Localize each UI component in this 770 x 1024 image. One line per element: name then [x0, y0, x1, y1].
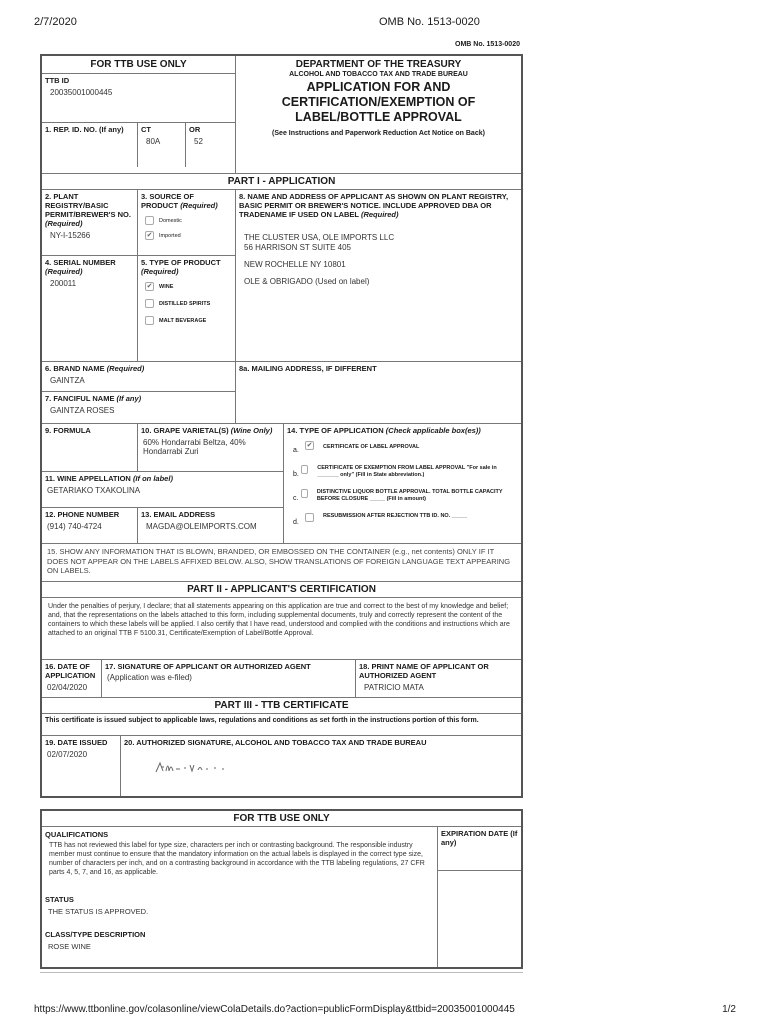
phone-label: 12. PHONE NUMBER	[45, 510, 120, 519]
formula-cell	[42, 424, 138, 471]
part1-title: PART I - APPLICATION	[42, 174, 521, 190]
qualifications-label: QUALIFICATIONS	[45, 830, 109, 839]
formula-grape-row	[42, 424, 283, 472]
checkbox-empty-icon[interactable]	[301, 489, 308, 498]
option-a-letter: a.	[293, 447, 299, 454]
email-cell	[138, 508, 283, 543]
formula-label: 9. FORMULA	[45, 426, 91, 435]
source-domestic-option[interactable]	[145, 216, 232, 225]
expiration-date-label: EXPIRATION DATE (If any)	[441, 829, 518, 847]
certificate-statement-row	[42, 714, 521, 736]
email-value: MAGDA@OLEIMPORTS.COM	[146, 522, 257, 531]
source-imported-option[interactable]	[145, 231, 232, 240]
certification-text: Under the penalties of perjury, I declare; that all statements appearing on this application are true and correct to the best of my knowledge and belief; and, that the representations on the labels attached to this form, including supplemental documents, truly and correctly represent the content of the containers to which these labels will be applied. I also certify that I have read, understood and complied with the conditions and instructions which are attached to an original TTB F 5100.31, Certificate/Exemption of Label/Bottle Approval.	[48, 603, 510, 637]
checkbox-empty-icon[interactable]	[301, 465, 308, 474]
mailing-address-cell	[236, 362, 521, 423]
serial-type-row	[42, 256, 235, 361]
plant-registry-required: (Required)	[45, 219, 83, 228]
signature-row	[42, 660, 521, 698]
apptype-option-c[interactable]	[293, 489, 518, 513]
ttb-use-only-heading: FOR TTB USE ONLY	[42, 811, 521, 827]
brand-required: (Required)	[106, 364, 145, 373]
omb-number: OMB No. 1513-0020	[455, 41, 520, 48]
source-cell	[138, 190, 235, 255]
handwritten-signature-icon	[154, 759, 244, 775]
status-label: STATUS	[45, 895, 74, 904]
ttb-use-only-box	[42, 56, 236, 173]
brand-name-cell	[42, 362, 235, 392]
email-label: 13. EMAIL ADDRESS	[141, 510, 216, 519]
print-name-cell	[356, 660, 521, 697]
application-type-cell	[284, 424, 521, 543]
appellation-required: (If on label)	[132, 474, 173, 483]
phone-value: (914) 740-4724	[47, 522, 102, 531]
print-name-label: 18. PRINT NAME OF APPLICANT OR AUTHORIZED AGENT	[359, 662, 489, 680]
checkbox-empty-icon[interactable]	[145, 216, 154, 225]
serial-label: 4. SERIAL NUMBER	[45, 258, 116, 267]
applicant-signature-value: (Application was e-filed)	[107, 673, 192, 682]
print-omb: OMB No. 1513-0020	[379, 16, 480, 28]
rep-id-row	[42, 123, 235, 167]
brand-fanciful-column	[42, 362, 236, 423]
item15-row	[42, 544, 521, 582]
class-type-label: CLASS/TYPE DESCRIPTION	[45, 930, 146, 939]
date-issued-cell	[42, 736, 121, 796]
ttbid-label: TTB ID	[45, 76, 70, 85]
serial-value: 200011	[50, 279, 77, 288]
applicant-name-address-cell	[236, 190, 521, 361]
print-page-number: 1/2	[722, 1004, 736, 1015]
plant-registry-label: 2. PLANT REGISTRY/BASIC PERMIT/BREWER'S NO.	[45, 192, 131, 219]
signature-image	[154, 759, 518, 778]
part1-top-block	[42, 190, 521, 362]
ttbid-value: 20035001000445	[50, 88, 113, 97]
form-title: APPLICATION FOR AND CERTIFICATION/EXEMPTION OF LABEL/BOTTLE APPROVAL	[281, 80, 476, 124]
qualifications-row	[42, 827, 521, 967]
plant-registry-value: NY-I-15266	[50, 231, 91, 240]
plant-source-row	[42, 190, 235, 256]
ct-label: CT	[141, 125, 151, 134]
source-imported-label: Imported	[159, 232, 181, 239]
serial-required: (Required)	[45, 267, 83, 276]
certification-row	[42, 598, 521, 660]
date-issued-value: 02/07/2020	[47, 750, 88, 759]
checkbox-empty-icon[interactable]	[145, 316, 154, 325]
phone-cell	[42, 508, 138, 543]
applicant-city: NEW ROCHELLE NY 10801	[244, 260, 346, 269]
checkbox-empty-icon[interactable]	[305, 513, 314, 522]
rep-id-label: 1. REP. ID. NO. (If any)	[45, 125, 124, 134]
grape-value: 60% Hondarrabi Beltza, 40% Hondarrabi Zuri	[143, 438, 246, 456]
brand-label: 6. BRAND NAME	[45, 364, 105, 373]
status-value: THE STATUS IS APPROVED.	[48, 907, 149, 916]
appellation-label: 11. WINE APPELLATION	[45, 474, 131, 483]
appellation-value: GETARIAKO TXAKOLINA	[47, 486, 141, 495]
apptype-option-a[interactable]	[293, 441, 518, 465]
applicant-dba: OLE & OBRIGADO (Used on label)	[244, 277, 370, 286]
brand-value: GAINTZA	[50, 376, 85, 385]
applicant-signature-cell	[102, 660, 356, 697]
part3-title: PART III - TTB CERTIFICATE	[42, 698, 521, 714]
checkmark-icon[interactable]: ✔	[146, 283, 153, 290]
part2-title: PART II - APPLICANT'S CERTIFICATION	[42, 582, 521, 598]
date-application-value: 02/04/2020	[47, 683, 88, 692]
or-cell	[186, 123, 235, 167]
type-malt-label: MALT BEVERAGE	[159, 317, 207, 324]
browser-print-header	[34, 16, 736, 30]
grape-required: (Wine Only)	[230, 426, 273, 435]
product-type-cell	[138, 256, 235, 361]
bottom-divider	[40, 972, 523, 973]
appellation-cell	[42, 472, 283, 508]
fanciful-name-cell	[42, 392, 235, 423]
qualifications-text: TTB has not reviewed this label for type size, characters per inch or contrasting background. The responsible industry member must continue to ensure that the mandatory information on the actual labels is displayed in the correct type size, number of characters per inch, and on a contrasting background in accordance with the TTB labeling regulations, 27 CFR parts 4, 5, 7, and 16, as applicable.	[49, 842, 425, 876]
expiration-date-cell	[438, 827, 521, 871]
checkbox-empty-icon[interactable]	[145, 299, 154, 308]
option-c-letter: c.	[293, 495, 299, 502]
form-header-row	[42, 56, 521, 174]
ct-cell	[138, 123, 186, 167]
applicant-name: THE CLUSTER USA, OLE IMPORTS LLC	[244, 233, 395, 242]
applicant-required: (Required)	[360, 210, 399, 219]
part1-left-column	[42, 190, 236, 361]
ct-value: 80A	[146, 137, 161, 146]
date-application-label: 16. DATE OF APPLICATION	[45, 662, 96, 680]
option-c-text: DISTINCTIVE LIQUOR BOTTLE APPROVAL. TOTAL BOTTLE CAPACITY BEFORE CLOSURE _____ (Fill in amount)	[316, 489, 503, 502]
fanciful-value: GAINTZA ROSES	[50, 406, 115, 415]
print-name-value: PATRICIO MATA	[364, 683, 424, 692]
or-label: OR	[189, 125, 201, 134]
brand-mailing-row	[42, 362, 521, 424]
qualifications-cell	[42, 827, 438, 967]
apptype-option-b[interactable]	[293, 465, 518, 489]
apptype-option-d[interactable]	[293, 513, 518, 537]
certificate-statement: This certificate is issued subject to applicable laws, regulations and conditions as set forth in the instructions portion of this form.	[45, 717, 479, 724]
option-b-letter: b.	[293, 471, 299, 478]
type-malt-option[interactable]	[145, 316, 232, 325]
type-spirits-option[interactable]	[145, 299, 232, 308]
product-type-label: 5. TYPE OF PRODUCT	[141, 258, 221, 267]
rep-id-cell	[42, 123, 138, 167]
plant-registry-cell	[42, 190, 138, 255]
source-domestic-label: Domestic	[159, 217, 182, 224]
authorized-signature-label: 20. AUTHORIZED SIGNATURE, ALCOHOL AND TOBACCO TAX AND TRADE BUREAU	[124, 738, 427, 747]
apptype-required: (Check applicable box(es))	[385, 426, 481, 435]
fanciful-required: (If any)	[116, 394, 142, 403]
date-issued-label: 19. DATE ISSUED	[45, 738, 108, 747]
form-instructions: (See Instructions and Paperwork Reduction Act Notice on Back)	[272, 130, 485, 137]
fanciful-label: 7. FANCIFUL NAME	[45, 394, 115, 403]
ttbid-cell	[42, 74, 235, 123]
grape-label: 10. GRAPE VARIETAL(S)	[141, 426, 229, 435]
ttb-use-only-title: FOR TTB USE ONLY	[42, 56, 235, 74]
product-type-required: (Required)	[141, 267, 179, 276]
print-date: 2/7/2020	[34, 16, 77, 28]
issuance-row	[42, 736, 521, 796]
department-name: DEPARTMENT OF THE TREASURY	[295, 59, 462, 70]
option-b-text: CERTIFICATE OF EXEMPTION FROM LABEL APPROVAL "For sale in _______ only" (Fill in State abbreviation.)	[317, 465, 497, 478]
checkmark-icon[interactable]: ✔	[146, 232, 153, 239]
or-value: 52	[194, 137, 203, 146]
formula-application-row	[42, 424, 521, 544]
checkmark-icon[interactable]: ✔	[306, 442, 313, 449]
source-label: 3. SOURCE OF PRODUCT	[141, 192, 194, 210]
mailing-address-label: 8a. MAILING ADDRESS, IF DIFFERENT	[239, 364, 377, 373]
option-d-text: RESUBMISSION AFTER REJECTION TTB ID. NO. _____	[323, 513, 468, 519]
item15-text: 15. SHOW ANY INFORMATION THAT IS BLOWN, BRANDED, OR EMBOSSED ON THE CONTAINER (e.g., net contents) ONLY IF IT DOES NOT APPEAR ON THE LABELS AFFIXED BELOW. ALSO, SHOW TRANSLATIONS OF FOREIGN LANGUAGE TEXT APPEARING ON LABELS.	[47, 547, 511, 575]
grape-varietal-cell	[138, 424, 283, 471]
ttb-use-only-form	[40, 809, 523, 969]
cola-form	[40, 54, 523, 798]
option-a-text: CERTIFICATE OF LABEL APPROVAL	[323, 444, 420, 450]
form-title-box	[236, 56, 521, 173]
date-application-cell	[42, 660, 102, 697]
phone-email-row	[42, 508, 283, 543]
type-spirits-label: DISTILLED SPIRITS	[159, 300, 211, 307]
applicant-signature-label: 17. SIGNATURE OF APPLICANT OR AUTHORIZED AGENT	[105, 662, 311, 671]
applicant-street: 56 HARRISON ST SUITE 405	[244, 243, 351, 252]
applicant-label: 8. NAME AND ADDRESS OF APPLICANT AS SHOWN ON PLANT REGISTRY, BASIC PERMIT OR BREWER'S NOTICE. INCLUDE APPROVED DBA OR TRADENAME IF USED ON LABEL	[239, 192, 509, 219]
type-wine-label: WINE	[159, 283, 174, 290]
type-wine-option[interactable]	[145, 282, 232, 291]
serial-cell	[42, 256, 138, 361]
class-type-value: ROSE WINE	[48, 942, 91, 951]
source-required: (Required)	[180, 201, 218, 210]
bureau-name: ALCOHOL AND TOBACCO TAX AND TRADE BUREAU	[289, 71, 468, 78]
authorized-signature-cell	[121, 736, 521, 796]
apptype-label: 14. TYPE OF APPLICATION	[287, 426, 384, 435]
option-d-letter: d.	[293, 519, 299, 526]
print-url: https://www.ttbonline.gov/colasonline/viewColaDetails.do?action=publicFormDisplay&ttbid=20035001000445	[34, 1004, 515, 1015]
formula-left-block	[42, 424, 284, 543]
